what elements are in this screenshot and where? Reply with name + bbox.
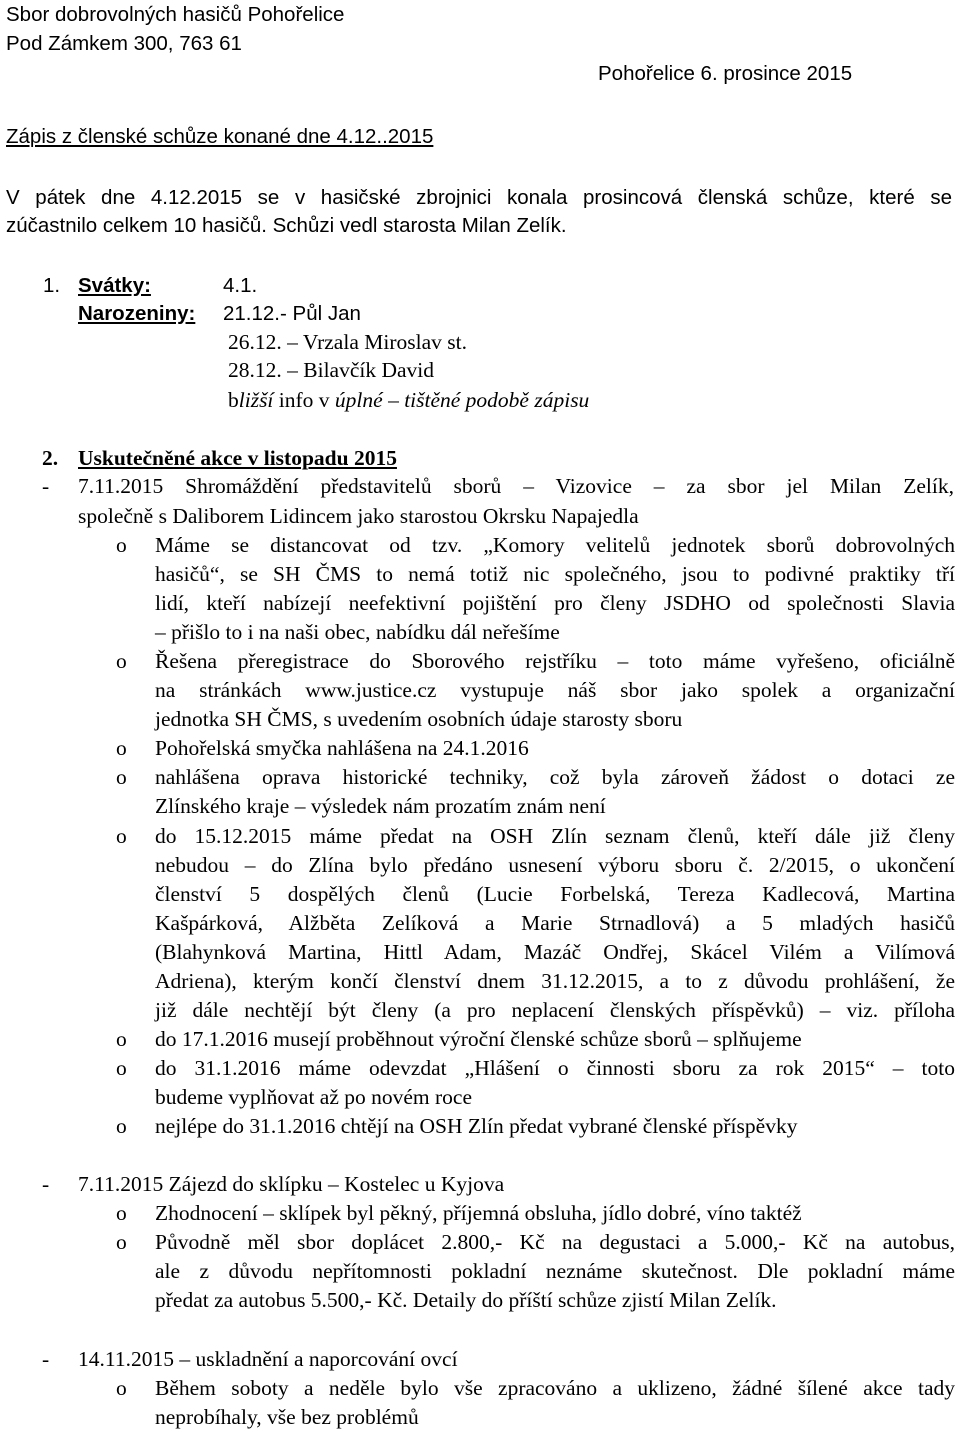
svatky-value: 4.1.	[223, 274, 258, 297]
svatky-label: Svátky:	[78, 274, 151, 297]
birthday-2: 26.12. – Vrzala Miroslav st.	[228, 330, 467, 354]
item-2-bullet-2-line-1: Původně měl sbor doplácet 2.800,- Kč na degustaci a 5.000,- Kč na autobus,	[155, 1230, 955, 1254]
org-name: Sbor dobrovolných hasičů Pohořelice	[6, 3, 345, 26]
birthday-3: 28.12. – Bilavčík David	[228, 358, 435, 382]
item-1-line-2: společně s Daliborem Lidincem jako starostou Okrsku Napajedla	[78, 504, 639, 528]
item-1-dash: -	[42, 474, 50, 498]
item-2-bullet-1-line-1: Zhodnocení – sklípek byl pěkný, příjemná obsluha, jídlo dobré, víno taktéž	[155, 1201, 802, 1225]
item-1-bullet-2-line-1: Řešena přeregistrace do Sborového rejstříku – toto máme vyřešeno, oficiálně	[155, 649, 955, 673]
section-1-note	[228, 386, 589, 415]
item-1-bullet-5-line-1: do 15.12.2015 máme předat na OSH Zlín seznam členů, kteří dále již členy	[155, 824, 955, 848]
bullet-marker: o	[116, 533, 127, 557]
item-1-bullet-2-line-3: jednotka SH ČMS, s uvedením osobních údaje starosty sboru	[155, 707, 683, 731]
item-1-bullet-4-line-2: Zlínského kraje – výsledek nám prozatím znám není	[155, 794, 606, 818]
item-3-bullet-1-line-1: Během soboty a neděle bylo vše zpracováno a uklizeno, žádné šílené akce tady	[155, 1376, 955, 1400]
item-2-dash: -	[42, 1172, 50, 1196]
item-1-bullet-5-line-2: nebudou – do Zlína bylo předáno usnesení výboru sboru č. 2/2015, o ukončení	[155, 853, 955, 877]
item-1-bullet-5-line-3: členství 5 dospělých členů (Lucie Forbelská, Tereza Kadlecová, Martina	[155, 882, 955, 906]
note-prefix: b	[228, 388, 239, 412]
item-3-bullet-1-line-2: neprobíhaly, vše bez problémů	[155, 1405, 419, 1429]
item-1-line-1: 7.11.2015 Shromáždění představitelů sborů – Vizovice – za sbor jel Milan Zelík,	[78, 474, 954, 498]
document-title: Zápis z členské schůze konané dne 4.12..2015	[6, 125, 434, 148]
item-1-bullet-5-line-6: Adriena), kterým končí členství dnem 31.12.2015, a to z důvodu prohlášení, že	[155, 969, 955, 993]
item-1-bullet-8-line-1: nejlépe do 31.1.2016 chtějí na OSH Zlín předat vybrané členské příspěvky	[155, 1114, 798, 1138]
item-1-bullet-5-line-7: již dále nechtějí být členy (a pro neplacení členských příspěvků) – viz. příloha	[155, 998, 955, 1022]
item-1-bullet-1-line-4: – přišlo to i na naši obec, nabídku dál neřešíme	[155, 620, 560, 644]
item-1-bullet-5-line-4: Kašpárková, Alžběta Zelíková a Marie Strnadlová) a 5 mladých hasičů	[155, 911, 955, 935]
birthday-1: 21.12.- Půl Jan	[223, 302, 361, 325]
item-1-bullet-1-line-1: Máme se distancovat od tzv. „Komory velitelů jednotek sborů dobrovolných	[155, 533, 955, 557]
section-2-number: 2.	[42, 446, 59, 470]
bullet-marker: o	[116, 1376, 127, 1400]
section-1-number: 1.	[43, 274, 61, 297]
note-mid: info v	[273, 388, 335, 412]
bullet-marker: o	[116, 1114, 127, 1138]
item-3-dash: -	[42, 1347, 50, 1371]
intro-line-1: V pátek dne 4.12.2015 se v hasičské zbrojnici konala prosincová členská schůze, které se	[6, 186, 952, 209]
bullet-marker: o	[116, 824, 127, 848]
note-italic-1: ližší	[238, 388, 274, 412]
org-address: Pod Zámkem 300, 763 61	[6, 32, 242, 55]
item-2-bullet-2-line-2: ale z důvodu nepřítomnosti pokladní neznáme skutečnost. Dle pokladní máme	[155, 1259, 955, 1283]
place-date: Pohořelice 6. prosince 2015	[598, 62, 853, 85]
item-3-heading: 14.11.2015 – uskladnění a naporcování ovcí	[78, 1347, 458, 1371]
bullet-marker: o	[116, 736, 127, 760]
item-1-bullet-4-line-1: nahlášena oprava historické techniky, což byla zároveň žádost o dotaci ze	[155, 765, 955, 789]
item-2-bullet-2-line-3: předat za autobus 5.500,- Kč. Detaily do příští schůze zjistí Milan Zelík.	[155, 1288, 777, 1312]
section-2-heading: Uskutečněné akce v listopadu 2015	[78, 446, 397, 470]
item-1-bullet-5-line-5: (Blahynková Martina, Hittl Adam, Mazáč Ondřej, Skácel Vilém a Vilímová	[155, 940, 955, 964]
bullet-marker: o	[116, 1056, 127, 1080]
bullet-marker: o	[116, 1230, 127, 1254]
bullet-marker: o	[116, 1201, 127, 1225]
item-2-heading: 7.11.2015 Zájezd do sklípku – Kostelec u Kyjova	[78, 1172, 505, 1196]
bullet-marker: o	[116, 1027, 127, 1051]
bullet-marker: o	[116, 765, 127, 789]
bullet-marker: o	[116, 649, 127, 673]
item-1-bullet-2-line-2: na stránkách www.justice.cz vystupuje náš sbor jako spolek a organizační	[155, 678, 955, 702]
item-1-bullet-7-line-2: budeme vyplňovat až po novém roce	[155, 1085, 473, 1109]
intro-line-2: zúčastnilo celkem 10 hasičů. Schůzi vedl starosta Milan Zelík.	[6, 214, 567, 237]
item-1-bullet-7-line-1: do 31.1.2016 máme odevzdat „Hlášení o činnosti sboru za rok 2015“ – toto	[155, 1056, 955, 1080]
item-1-bullet-3-line-1: Pohořelská smyčka nahlášena na 24.1.2016	[155, 736, 529, 760]
item-1-bullet-1-line-2: hasičů“, se SH ČMS to nemá totiž nic společného, jsou to podivné praktiky tří	[155, 562, 955, 586]
narozeniny-label: Narozeniny:	[78, 302, 196, 325]
note-italic-2: úplné – tištěné podobě zápisu	[334, 388, 590, 412]
item-1-bullet-6-line-1: do 17.1.2016 musejí proběhnout výroční členské schůze sborů – splňujeme	[155, 1027, 802, 1051]
item-1-bullet-1-line-3: lidí, kteří nabízejí neefektivní pojištění pro členy JSDHO od společnosti Slavia	[155, 591, 955, 615]
